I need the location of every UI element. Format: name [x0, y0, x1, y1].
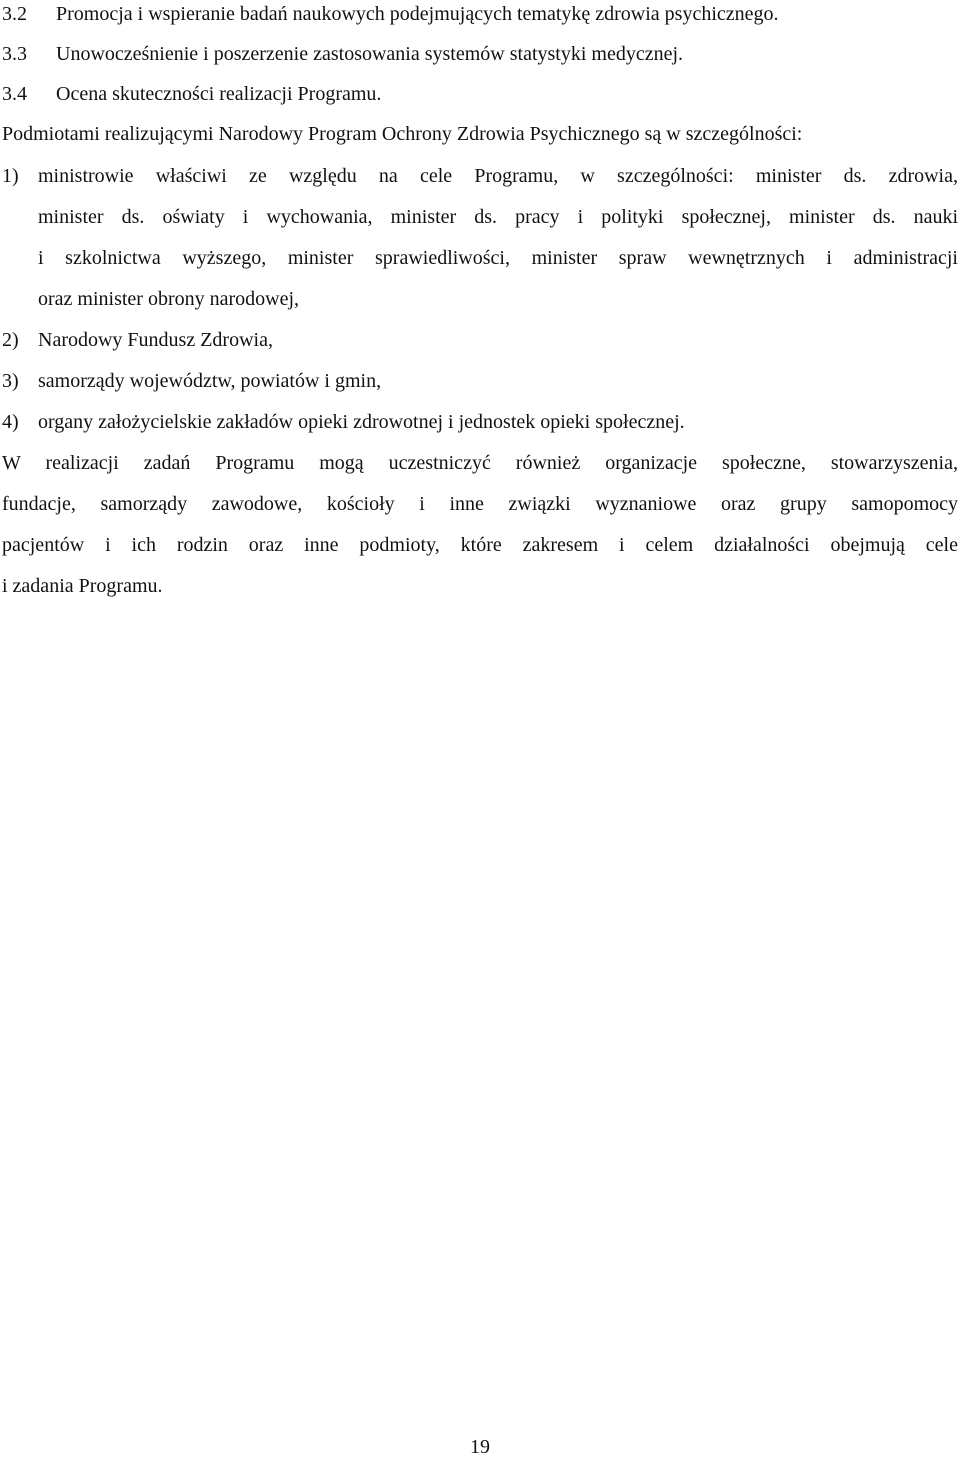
subsection-number: 3.2 [2, 3, 27, 25]
intro-paragraph: Podmiotami realizującymi Narodowy Program Ochrony Zdrowia Psychicznego są w szczególności: [2, 123, 803, 145]
subsection-text: Unowocześnienie i poszerzenie zastosowania systemów statystyki medycznej. [56, 43, 684, 65]
list-item-1-line-4: oraz minister obrony narodowej, [38, 288, 300, 310]
subsection-3-2 [2, 0, 958, 35]
list-item-text: ministrowie właściwi ze względu na cele Programu, w szczególności: minister ds. zdrowia, [38, 165, 958, 187]
list-number: 1) [2, 165, 19, 187]
list-number: 2) [2, 329, 19, 351]
subsection-number: 3.4 [2, 83, 27, 105]
subsection-number: 3.3 [2, 43, 27, 65]
subsection-text: Ocena skuteczności realizacji Programu. [56, 83, 382, 105]
list-item-1-line-1 [2, 156, 958, 197]
subsection-text: Promocja i wspieranie badań naukowych podejmujących tematykę zdrowia psychicznego. [56, 3, 779, 25]
list-number: 4) [2, 411, 19, 433]
subsection-3-4 [2, 74, 958, 115]
list-item-3 [2, 361, 958, 402]
list-item-4 [2, 402, 958, 443]
list-item-text: Narodowy Fundusz Zdrowia, [38, 329, 273, 351]
list-item-text: organy założycielskie zakładów opieki zdrowotnej i jednostek opieki społecznej. [38, 411, 685, 433]
page-number: 19 [470, 1436, 490, 1458]
list-item-1-line-3: i szkolnictwa wyższego, minister sprawiedliwości, minister spraw wewnętrznych i administracji [38, 247, 958, 269]
subsection-3-3 [2, 34, 958, 75]
list-item-2 [2, 320, 958, 361]
list-number: 3) [2, 370, 19, 392]
closing-paragraph-line-4: i zadania Programu. [2, 575, 163, 597]
closing-paragraph-line-1: W realizacji zadań Programu mogą uczestniczyć również organizacje społeczne, stowarzyszenia, [2, 452, 958, 474]
closing-paragraph-line-3: pacjentów i ich rodzin oraz inne podmioty, które zakresem i celem działalności obejmują cele [2, 534, 958, 556]
closing-paragraph-line-2: fundacje, samorządy zawodowe, kościoły i inne związki wyznaniowe oraz grupy samopomocy [2, 493, 958, 515]
list-item-text: samorządy województw, powiatów i gmin, [38, 370, 382, 392]
list-item-1-line-2: minister ds. oświaty i wychowania, minister ds. pracy i polityki społecznej, minister ds. nauki [38, 206, 958, 228]
